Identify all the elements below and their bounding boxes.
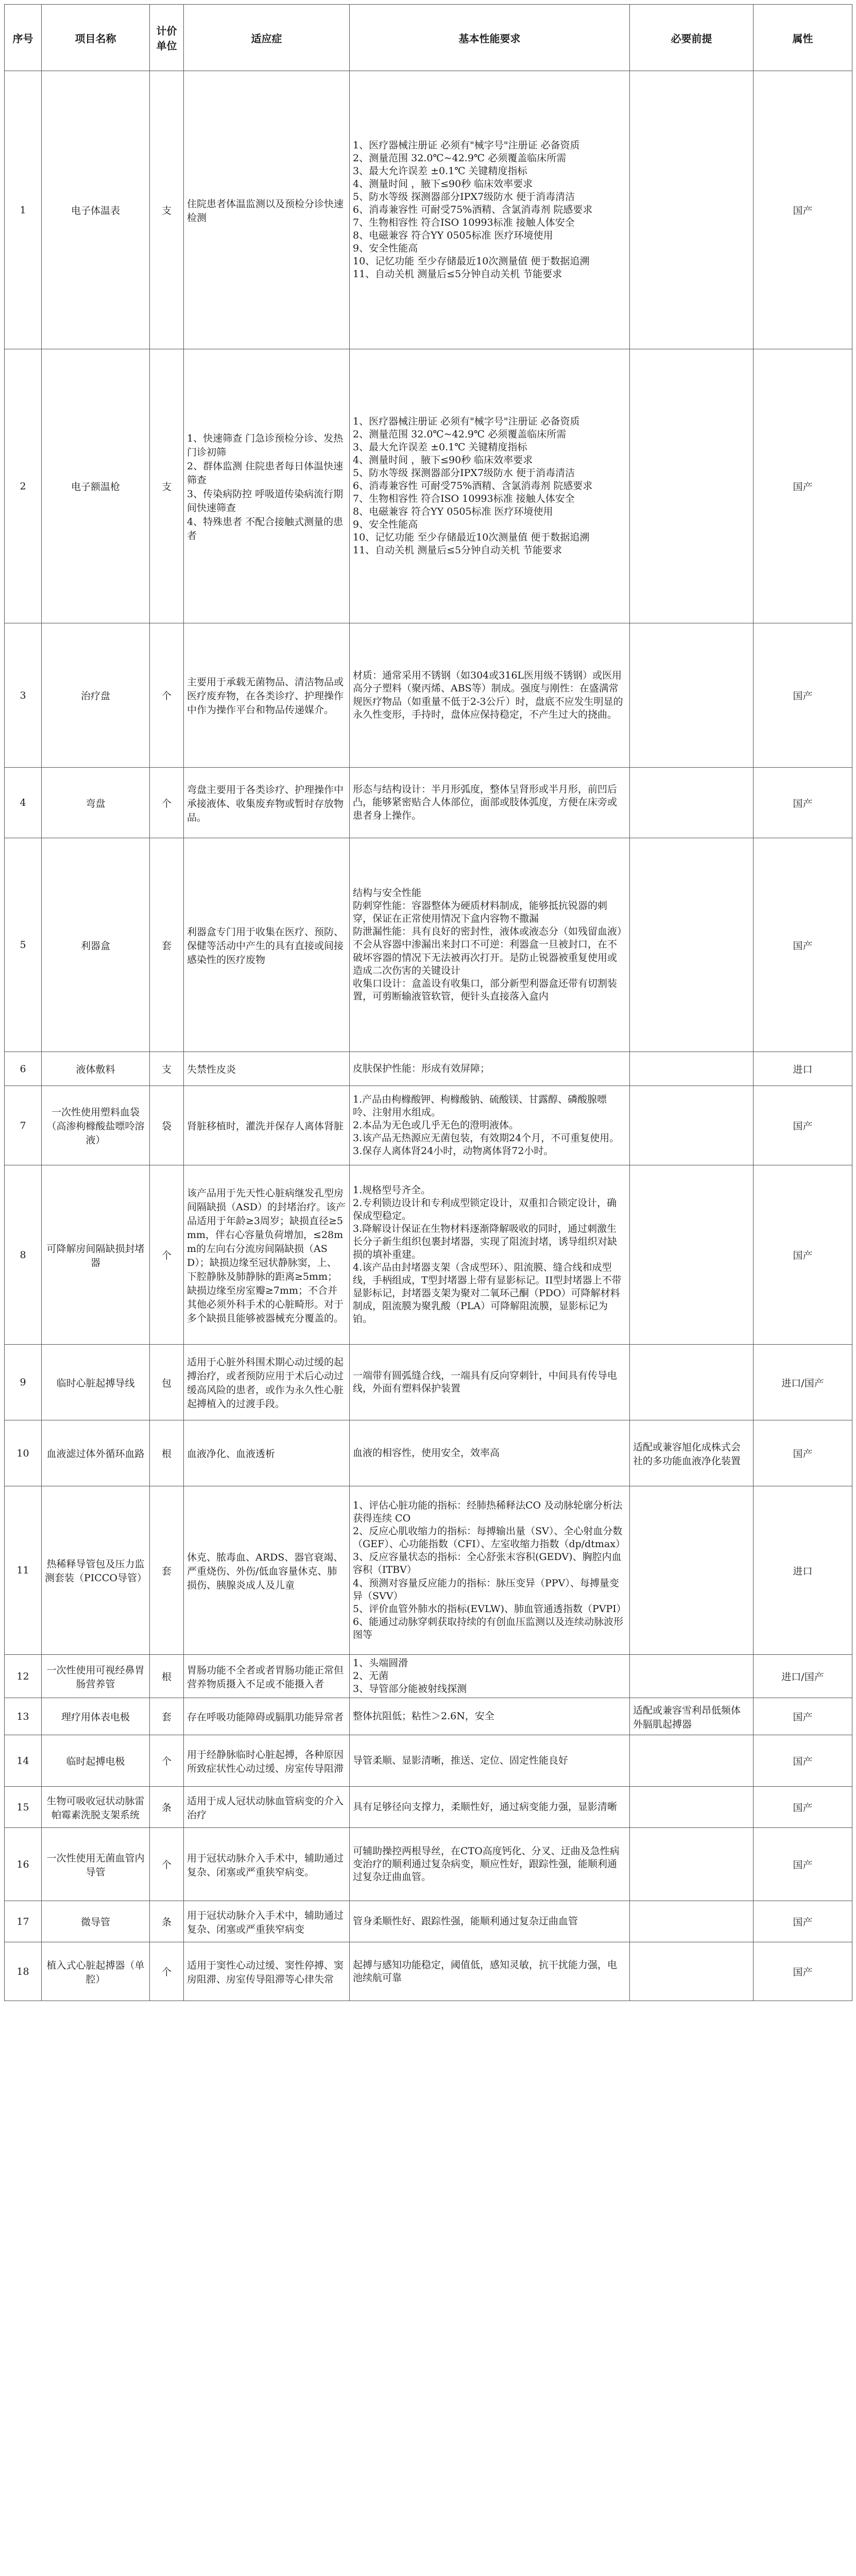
requirement-line: 4、测量时间 ，腋下≤90秒 临床效率要求: [353, 454, 533, 466]
requirement-line: 2、反应心肌收缩力的指标：每搏输出量（SV）、全心射血分数（GEF）、心功能指数（CFI）、左室收缩力指数（dp/dtmax）: [353, 1526, 626, 1550]
unit-cell: 条: [150, 1787, 184, 1828]
requirement-line: 1.规格型号齐全。: [353, 1184, 431, 1196]
indication-cell: 用于冠状动脉介入手术中，辅助通过复杂、闭塞或严重狭窄病变。: [184, 1828, 350, 1901]
header-unit: 计价单位: [150, 5, 184, 71]
item-name-cell: 热稀释导管包及压力监测套装（PICCO导管）: [42, 1486, 150, 1655]
table-row: [5, 1942, 852, 2001]
table-row: [5, 1486, 852, 1655]
requirement-line: 6、消毒兼容性 可耐受75%酒精、含氯消毒剂 院感要求: [353, 204, 593, 215]
item-name-cell: 弯盘: [42, 768, 150, 838]
requirements-cell: [350, 838, 630, 1052]
indication-cell: 肾脏移植时，灌洗并保存人离体肾脏: [184, 1086, 350, 1165]
indication-cell: 存在呼吸功能障碍或膈肌功能异常者: [184, 1698, 350, 1735]
prerequisite-cell: 适配或兼容旭化成株式会社的多功能血液净化装置: [630, 1420, 754, 1486]
unit-cell: 套: [150, 1486, 184, 1655]
table-header-row: [5, 5, 852, 71]
prerequisite-cell: [630, 623, 754, 768]
requirement-line: 收集口设计：盒盖设有收集口，部分新型利器盒还带有切割装置，可剪断输液管软管，便针头直接落入盒内: [353, 977, 618, 1002]
attribute-cell: 国产: [754, 71, 852, 349]
requirement-line: 5、评价血管外肺水的指标(EVLW)、肺血管通透指数（PVPI）: [353, 1603, 626, 1615]
indication-cell: 适用于心脏外科围术期心动过缓的起搏治疗，或者预防应用于术后心动过缓高风险的患者，或作为永久性心脏起搏植入的过渡手段。: [184, 1345, 350, 1420]
indication-cell: 血液净化、血液透析: [184, 1420, 350, 1486]
table-row: [5, 349, 852, 623]
item-name-cell: 液体敷料: [42, 1052, 150, 1086]
item-name-cell: 临时起搏电极: [42, 1735, 150, 1787]
requirement-line: 形态与结构设计：半月形弧度，整体呈肾形或半月形，前凹后凸，能够紧密贴合人体部位，面部或肢体弧度，方便在床旁或患者身上操作。: [353, 784, 618, 821]
prerequisite-cell: [630, 1787, 754, 1828]
unit-cell: 袋: [150, 1086, 184, 1165]
requirement-line: 1.产品由枸橼酸钾、枸橼酸钠、硫酸镁、甘露醇、磷酸腺嘌呤、注射用水组成。: [353, 1093, 607, 1118]
item-name-cell: 可降解房间隔缺损封堵器: [42, 1165, 150, 1345]
requirement-line: 5、防水等级 探测器部分IPX7级防水 便于消毒清洁: [353, 467, 575, 479]
unit-cell: 包: [150, 1345, 184, 1420]
indication-cell: 利器盒专门用于收集在医疗、预防、保健等活动中产生的具有直接或间接感染性的医疗废物: [184, 838, 350, 1052]
indication-cell: 该产品用于先天性心脏病继发孔型房间隔缺损（ASD）的封堵治疗。该产品适用于年龄≥3周岁；缺损直径≥5mm，伴右心容量负荷增加，≤28mm的左向右分流房间隔缺损（ASD）；缺损边缘至冠状静脉窦，上、下腔静脉及肺静脉的距离≥5mm；缺损边缘至房室瓣≥7mm；不合并其他必须外科手术的心脏畸形。对于多个缺损且能够被器械充分覆盖的。: [184, 1165, 350, 1345]
indication-cell: 休克、脓毒血、ARDS、器官衰竭、严重烧伤、外伤/低血容量休克、肺损伤、胰腺炎成人及儿童: [184, 1486, 350, 1655]
item-name-cell: 治疗盘: [42, 623, 150, 768]
table-row: [5, 838, 852, 1052]
item-name-cell: 电子体温表: [42, 71, 150, 349]
attribute-cell: 进口/国产: [754, 1345, 852, 1420]
requirements-cell: [350, 1486, 630, 1655]
item-name-cell: 临时心脏起搏导线: [42, 1345, 150, 1420]
item-name-cell: 一次性使用可视经鼻胃肠营养管: [42, 1655, 150, 1698]
requirement-line: 防刺穿性能：容器整体为硬质材料制成，能够抵抗锐器的刺穿，保证在正常使用情况下盒内容物不撒漏: [353, 900, 608, 925]
prerequisite-cell: [630, 1052, 754, 1086]
requirement-line: 2、测量范围 32.0℃~42.9℃ 必须覆盖临床所需: [353, 428, 567, 440]
prerequisite-cell: [630, 1345, 754, 1420]
row-number-cell: 13: [5, 1698, 42, 1735]
item-name-cell: 生物可吸收冠状动脉雷帕霉素洗脱支架系统: [42, 1787, 150, 1828]
requirement-line: 1、头端圆滑: [353, 1657, 408, 1669]
indication-cell: 1、快速筛查 门急诊预检分诊、发热门诊初筛 2、群体监测 住院患者每日体温快速筛查 3、传染病防控 呼吸道传染病流行期间快速筛查 4、特殊患者 不配合接触式测量的患者: [184, 349, 350, 623]
unit-cell: 个: [150, 623, 184, 768]
attribute-cell: 国产: [754, 1828, 852, 1901]
requirements-cell: [350, 1735, 630, 1787]
attribute-cell: 国产: [754, 1787, 852, 1828]
requirement-line: 可辅助操控两根导丝，在CTO高度钙化、分叉、迂曲及急性病变治疗的顺利通过复杂病变，顺应性好，跟踪性强，能顺利通过复杂迂曲血管。: [353, 1845, 620, 1883]
requirement-line: 2、无菌: [353, 1670, 389, 1682]
item-name-cell: 一次性使用塑料血袋（高渗枸橼酸盐嘌呤溶液）: [42, 1086, 150, 1165]
header-prerequisite: 必要前提: [630, 5, 754, 71]
attribute-cell: 国产: [754, 1698, 852, 1735]
table-row: [5, 1165, 852, 1345]
table-row: [5, 1828, 852, 1901]
row-number-cell: 11: [5, 1486, 42, 1655]
requirement-line: 6、能通过动脉穿刺获取持续的有创血压监测以及连续动脉波形图等: [353, 1616, 624, 1640]
requirement-line: 5、防水等级 探测器部分IPX7级防水 便于消毒清洁: [353, 191, 575, 202]
unit-cell: 个: [150, 1165, 184, 1345]
requirements-cell: [350, 1787, 630, 1828]
item-name-cell: 微导管: [42, 1901, 150, 1942]
indication-cell: 弯盘主要用于各类诊疗、护理操作中承接液体、收集废弃物或暂时存放物品。: [184, 768, 350, 838]
attribute-cell: 进口: [754, 1052, 852, 1086]
table-row: [5, 1655, 852, 1698]
prerequisite-cell: [630, 1165, 754, 1345]
row-number-cell: 9: [5, 1345, 42, 1420]
unit-cell: 个: [150, 1828, 184, 1901]
attribute-cell: 国产: [754, 768, 852, 838]
item-name-cell: 植入式心脏起搏器（单腔）: [42, 1942, 150, 2001]
requirement-line: 7、生物相容性 符合ISO 10993标准 接触人体安全: [353, 493, 575, 505]
requirement-line: 9、安全性能高: [353, 519, 418, 531]
unit-cell: 个: [150, 768, 184, 838]
prerequisite-cell: [630, 349, 754, 623]
product-requirements-page: [4, 4, 852, 2001]
table-row: [5, 623, 852, 768]
requirement-line: 整体抗阻低；粘性＞2.6N，安全: [353, 1710, 494, 1722]
requirements-cell: [350, 1698, 630, 1735]
item-name-cell: 一次性使用无菌血管内导管: [42, 1828, 150, 1901]
indication-cell: 住院患者体温监测以及预检分诊快速检测: [184, 71, 350, 349]
attribute-cell: 国产: [754, 623, 852, 768]
unit-cell: 支: [150, 349, 184, 623]
requirement-line: 一端带有圆弧缝合线，一端具有反向穿刺针，中间具有传导电线，外面有塑料保护装置: [353, 1369, 618, 1394]
requirements-cell: [350, 71, 630, 349]
prerequisite-cell: [630, 1735, 754, 1787]
attribute-cell: 进口/国产: [754, 1655, 852, 1698]
requirement-line: 3.降解设计保证在生物材料逐渐降解吸收的同时，通过刺激生长分子新生组织包裹封堵器，实现了阻流封堵，诱导组织对缺损的填补重建。: [353, 1223, 618, 1260]
header-no: 序号: [5, 5, 42, 71]
requirement-line: 9、安全性能高: [353, 243, 418, 255]
indication-cell: 适用于成人冠状动脉血管病变的介入治疗: [184, 1787, 350, 1828]
unit-cell: 个: [150, 1735, 184, 1787]
requirement-line: 10、记忆功能 至少存储最近10次测量值 便于数据追溯: [353, 532, 590, 544]
requirement-line: 4.该产品由封堵器支架（含成型环）、阻流膜、缝合线和成型线，手柄组成，T型封堵器上带有显影标记。II型封堵器上不带显影标记，封堵器支架为聚对二氧环己酮（PDO）可降解材料制成，阻流膜为聚乳酸（PLA）可降解阻流膜，显影标记为铂。: [353, 1262, 622, 1325]
requirement-line: 11、自动关机 测量后≤5分钟自动关机 节能要求: [353, 268, 562, 280]
row-number-cell: 15: [5, 1787, 42, 1828]
row-number-cell: 18: [5, 1942, 42, 2001]
table-row: [5, 71, 852, 349]
attribute-cell: 国产: [754, 349, 852, 623]
unit-cell: 条: [150, 1901, 184, 1942]
requirement-line: 血液的相容性，使用安全，效率高: [353, 1447, 500, 1459]
header-indication: 适应症: [184, 5, 350, 71]
row-number-cell: 5: [5, 838, 42, 1052]
requirements-cell: [350, 1420, 630, 1486]
attribute-cell: 国产: [754, 1165, 852, 1345]
table-row: [5, 1420, 852, 1486]
table-row: [5, 1052, 852, 1086]
item-name-cell: 血液滤过体外循环血路: [42, 1420, 150, 1486]
requirement-line: 4、测量时间 ，腋下≤90秒 临床效率要求: [353, 178, 533, 190]
requirements-table: [4, 4, 852, 2001]
header-requirements: 基本性能要求: [350, 5, 630, 71]
table-row: [5, 1787, 852, 1828]
indication-cell: 主要用于承载无菌物品、清洁物品或医疗废弃物，在各类诊疗、护理操作中作为操作平台和物品传递媒介。: [184, 623, 350, 768]
item-name-cell: 理疗用体表电极: [42, 1698, 150, 1735]
unit-cell: 支: [150, 1052, 184, 1086]
prerequisite-cell: [630, 71, 754, 349]
prerequisite-cell: [630, 838, 754, 1052]
prerequisite-cell: [630, 1901, 754, 1942]
row-number-cell: 4: [5, 768, 42, 838]
attribute-cell: 进口: [754, 1486, 852, 1655]
unit-cell: 套: [150, 838, 184, 1052]
unit-cell: 套: [150, 1698, 184, 1735]
requirement-line: 管身柔顺性好、跟踪性强，能顺利通过复杂迂曲血管: [353, 1916, 578, 1927]
row-number-cell: 8: [5, 1165, 42, 1345]
requirements-cell: [350, 1165, 630, 1345]
indication-cell: 失禁性皮炎: [184, 1052, 350, 1086]
table-row: [5, 1698, 852, 1735]
requirement-line: 3、最大允许误差 ±0.1℃ 关键精度指标: [353, 441, 527, 453]
prerequisite-cell: 适配或兼容雪利昂低频体外膈肌起搏器: [630, 1698, 754, 1735]
requirement-line: 7、生物相容性 符合ISO 10993标准 接触人体安全: [353, 217, 575, 229]
row-number-cell: 1: [5, 71, 42, 349]
table-row: [5, 1086, 852, 1165]
requirement-line: 2.本品为无色或几乎无色的澄明液体。: [353, 1119, 519, 1131]
requirement-line: 3.保存人离体肾24小时，动物离体肾72小时。: [353, 1145, 554, 1157]
attribute-cell: 国产: [754, 1086, 852, 1165]
requirements-cell: [350, 623, 630, 768]
requirement-line: 2、测量范围 32.0℃~42.9℃ 必须覆盖临床所需: [353, 152, 567, 164]
prerequisite-cell: [630, 768, 754, 838]
requirement-line: 2.专利锁边设计和专利成型锁定设计，双重扣合锁定设计，确保成型稳定。: [353, 1197, 617, 1222]
requirement-line: 6、消毒兼容性 可耐受75%酒精、含氯消毒剂 院感要求: [353, 480, 593, 492]
requirement-line: 1、医疗器械注册证 必须有"械字号"注册证 必备资质: [353, 139, 580, 151]
requirements-cell: [350, 1052, 630, 1086]
unit-cell: 根: [150, 1420, 184, 1486]
header-name: 项目名称: [42, 5, 150, 71]
requirement-line: 具有足够径向支撑力，柔顺性好，通过病变能力强，显影清晰: [353, 1801, 618, 1813]
prerequisite-cell: [630, 1942, 754, 2001]
row-number-cell: 17: [5, 1901, 42, 1942]
requirements-cell: [350, 1828, 630, 1901]
requirement-line: 起搏与感知功能稳定，阈值低，感知灵敏，抗干扰能力强，电池续航可靠: [353, 1959, 618, 1984]
indication-cell: 用于经静脉临时心脏起搏，各种原因所致症状性心动过缓、房室传导阻滞: [184, 1735, 350, 1787]
unit-cell: 个: [150, 1942, 184, 2001]
requirement-line: 10、记忆功能 至少存储最近10次测量值 便于数据追溯: [353, 256, 590, 267]
prerequisite-cell: [630, 1655, 754, 1698]
table-body: [5, 71, 852, 2001]
unit-cell: 根: [150, 1655, 184, 1698]
item-name-cell: 利器盒: [42, 838, 150, 1052]
indication-cell: 胃肠功能不全者或者胃肠功能正常但营养物质摄入不足或不能摄入者: [184, 1655, 350, 1698]
requirements-cell: [350, 768, 630, 838]
requirement-line: 1、医疗器械注册证 必须有"械字号"注册证 必备资质: [353, 415, 580, 427]
row-number-cell: 2: [5, 349, 42, 623]
requirements-cell: [350, 1086, 630, 1165]
attribute-cell: 国产: [754, 838, 852, 1052]
requirement-line: 3、最大允许误差 ±0.1℃ 关键精度指标: [353, 165, 527, 177]
requirements-cell: [350, 349, 630, 623]
attribute-cell: 国产: [754, 1420, 852, 1486]
requirement-line: 3.该产品无热源应无菌包装，有效期24个月，不可重复使用。: [353, 1132, 620, 1144]
row-number-cell: 12: [5, 1655, 42, 1698]
row-number-cell: 6: [5, 1052, 42, 1086]
requirements-cell: [350, 1901, 630, 1942]
requirement-line: 结构与安全性能: [353, 887, 422, 899]
unit-cell: 支: [150, 71, 184, 349]
prerequisite-cell: [630, 1086, 754, 1165]
requirements-cell: [350, 1942, 630, 2001]
requirements-cell: [350, 1655, 630, 1698]
header-attribute: 属性: [754, 5, 852, 71]
attribute-cell: 国产: [754, 1901, 852, 1942]
indication-cell: 适用于窦性心动过缓、窦性停搏、窦房阻滞、房室传导阻滞等心律失常: [184, 1942, 350, 2001]
requirement-line: 3、反应容量状态的指标：全心舒张末容积(GEDV)、胸腔内血容积（ITBV）: [353, 1551, 622, 1576]
requirement-line: 防泄漏性能：具有良好的密封性，液体或液态分（如残留血液）不会从容器中渗漏出来封口不可逆：利器盒一旦被封口，在不破坏容器的情况下无法被再次打开。是防止锐器被重复使用或造成二次伤害的关键设计: [353, 926, 622, 976]
requirements-cell: [350, 1345, 630, 1420]
requirement-line: 8、电磁兼容 符合YY 0505标准 医疗环境使用: [353, 230, 553, 242]
table-row: [5, 768, 852, 838]
item-name-cell: 电子额温枪: [42, 349, 150, 623]
requirement-line: 材质：通常采用不锈钢（如304或316L医用级不锈钢）或医用高分子塑料（聚丙烯、ABS等）制成。强度与刚性：在盛满常规医疗物品（如重量不低于2-3公斤）时，盘底不应发生明显的永久性变形，手持时，盘体应保持稳定，不产生过大的挠曲。: [353, 670, 623, 720]
row-number-cell: 14: [5, 1735, 42, 1787]
attribute-cell: 国产: [754, 1942, 852, 2001]
requirement-line: 1、评估心脏功能的指标：经肺热稀释法CO 及动脉轮廓分析法获得连续 CO: [353, 1500, 623, 1524]
prerequisite-cell: [630, 1828, 754, 1901]
table-row: [5, 1345, 852, 1420]
requirement-line: 11、自动关机 测量后≤5分钟自动关机 节能要求: [353, 545, 562, 556]
table-row: [5, 1901, 852, 1942]
row-number-cell: 16: [5, 1828, 42, 1901]
requirement-line: 3、导管部分能被射线探测: [353, 1683, 467, 1695]
indication-cell: 用于冠状动脉介入手术中，辅助通过复杂、闭塞或严重狭窄病变: [184, 1901, 350, 1942]
row-number-cell: 3: [5, 623, 42, 768]
requirement-line: 导管柔顺、显影清晰，推送、定位、固定性能良好: [353, 1755, 569, 1767]
requirement-line: 8、电磁兼容 符合YY 0505标准 医疗环境使用: [353, 506, 553, 518]
table-row: [5, 1735, 852, 1787]
row-number-cell: 7: [5, 1086, 42, 1165]
requirement-line: 皮肤保护性能：形成有效屏障；: [353, 1062, 490, 1074]
attribute-cell: 国产: [754, 1735, 852, 1787]
requirement-line: 4、预测对容量反应能力的指标：脉压变异（PPV）、每搏量变异（SVV）: [353, 1577, 619, 1602]
row-number-cell: 10: [5, 1420, 42, 1486]
prerequisite-cell: [630, 1486, 754, 1655]
